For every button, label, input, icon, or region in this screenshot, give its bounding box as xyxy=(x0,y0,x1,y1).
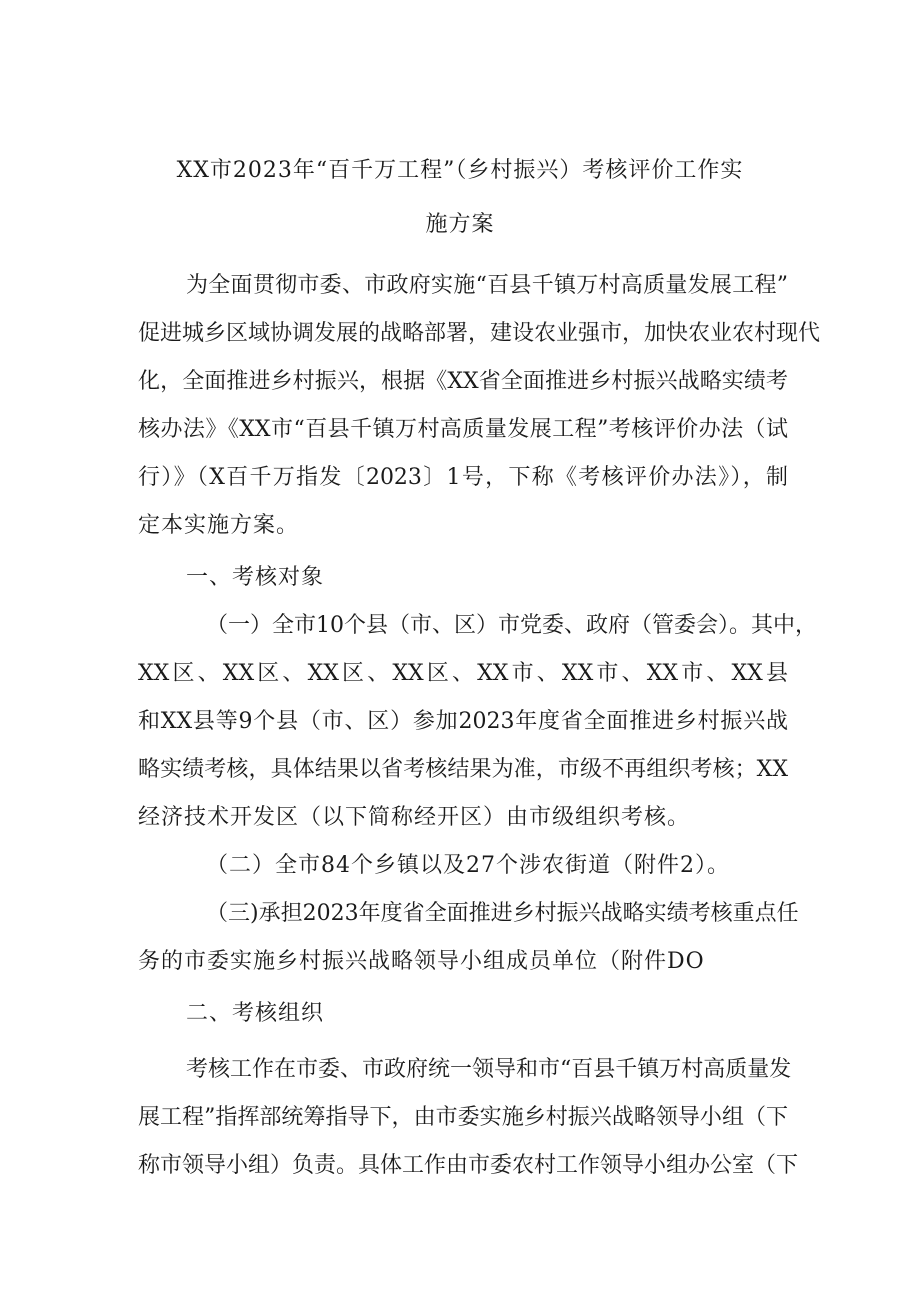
section1-item1-line: 和XX县等9个县（市、区）参加2023年度省全面推进乡村振兴战 xyxy=(138,709,788,734)
intro-line: 促进城乡区域协调发展的战略部署，建设农业强市，加快农业农村现代 xyxy=(138,321,821,346)
section1-item2: （二）全市84个乡镇以及27个涉农街道（附件2）。 xyxy=(206,853,730,878)
section1-item1-line: 经济技术开发区（以下简称经开区）由市级组织考核。 xyxy=(138,805,691,830)
document-title-line-2: 施方案 xyxy=(425,212,495,237)
intro-line: 化，全面推进乡村振兴，根据《XX省全面推进乡村振兴战略实绩考 xyxy=(138,369,788,394)
intro-line: 核办法》《XX市“百县千镇万村高质量发展工程”考核评价办法（试 xyxy=(138,417,788,442)
section2-paragraph-line: 展工程”指挥部统筹指导下，由市委实施乡村振兴战略领导小组（下 xyxy=(138,1105,788,1130)
section-heading-targets: 一、考核对象 xyxy=(186,565,325,590)
section1-item1-line: XX区、XX区、XX区、XX区、XX市、XX市、XX市、XX县 xyxy=(138,661,788,686)
section1-item1-line: 略实绩考核，具体结果以省考核结果为准，市级不再组织考核；XX xyxy=(138,757,788,782)
intro-line: 定本实施方案。 xyxy=(138,513,300,538)
section2-paragraph-line: 称市领导小组）负责。具体工作由市委农村工作领导小组办公室（下 xyxy=(138,1153,799,1178)
section1-item3-line: （三)承担2023年度省全面推进乡村振兴战略实绩考核重点任 xyxy=(206,901,799,926)
intro-line: 行）》（X百千万指发〔2023〕1号，下称《考核评价办法》），制 xyxy=(138,465,788,490)
intro-line: 为全面贯彻市委、市政府实施“百县千镇万村高质量发展工程” xyxy=(186,273,788,298)
section2-paragraph-line: 考核工作在市委、市政府统一领导和市“百县千镇万村高质量发 xyxy=(186,1057,792,1082)
section1-item1-line: （一）全市10个县（市、区）市党委、政府（管委会）。其中， xyxy=(206,613,817,638)
document-title-line-1: XX市2023年“百千万工程”（乡村振兴）考核评价工作实 xyxy=(176,158,744,183)
section1-item3-line: 务的市委实施乡村振兴战略领导小组成员单位（附件DO xyxy=(138,949,705,974)
section-heading-organization: 二、考核组织 xyxy=(186,1001,325,1026)
